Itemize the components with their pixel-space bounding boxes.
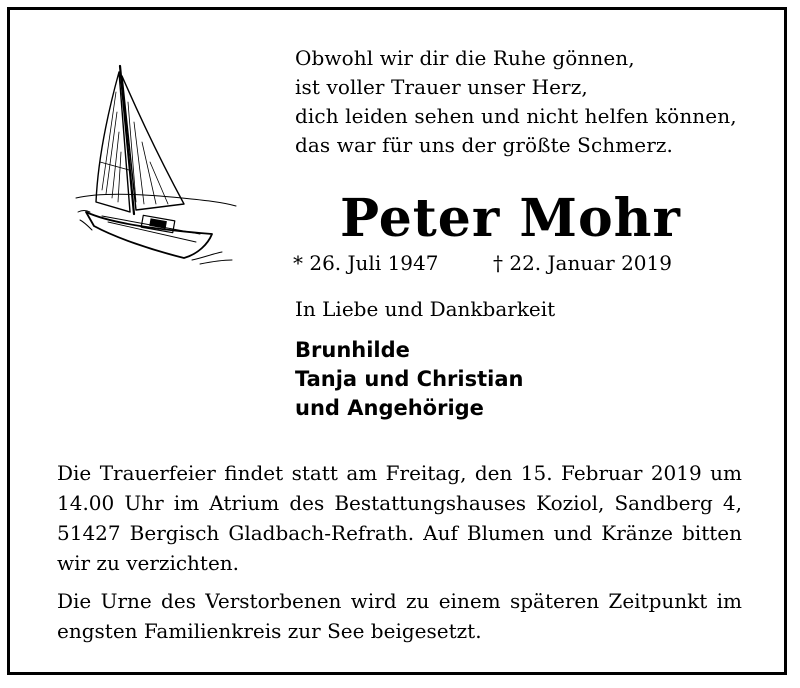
deceased-name: Peter Mohr bbox=[340, 188, 681, 249]
poem-line: ist voller Trauer unser Herz, bbox=[295, 75, 588, 99]
urn-info-paragraph: Die Urne des Verstorbenen wird zu einem späteren Zeitpunkt im engsten Familienkreis zur See beigesetzt. bbox=[57, 589, 742, 643]
thanks-line: In Liebe und Dankbarkeit bbox=[295, 297, 556, 321]
signer: Tanja und Christian bbox=[295, 367, 524, 391]
signers bbox=[295, 336, 523, 423]
funeral-info-paragraph: Die Trauerfeier findet statt am Freitag, den 15. Februar 2019 um 14.00 Uhr im Atrium des Bestattungshauses Koziol, Sandberg 4, 51427 Bergisch Gladbach-Refrath. Auf Blumen und Kränze bitten wir zu verzichten. bbox=[57, 461, 742, 575]
signer: Brunhilde bbox=[295, 338, 410, 362]
birth-date: * 26. Juli 1947 bbox=[293, 251, 439, 275]
sailboat-icon bbox=[72, 62, 242, 267]
death-date: † 22. Januar 2019 bbox=[493, 251, 672, 275]
poem-line: dich leiden sehen und nicht helfen können, bbox=[295, 104, 737, 128]
poem-line: das war für uns der größte Schmerz. bbox=[295, 133, 673, 157]
poem bbox=[295, 44, 737, 160]
signer: und Angehörige bbox=[295, 396, 484, 420]
poem-line: Obwohl wir dir die Ruhe gönnen, bbox=[295, 46, 635, 70]
